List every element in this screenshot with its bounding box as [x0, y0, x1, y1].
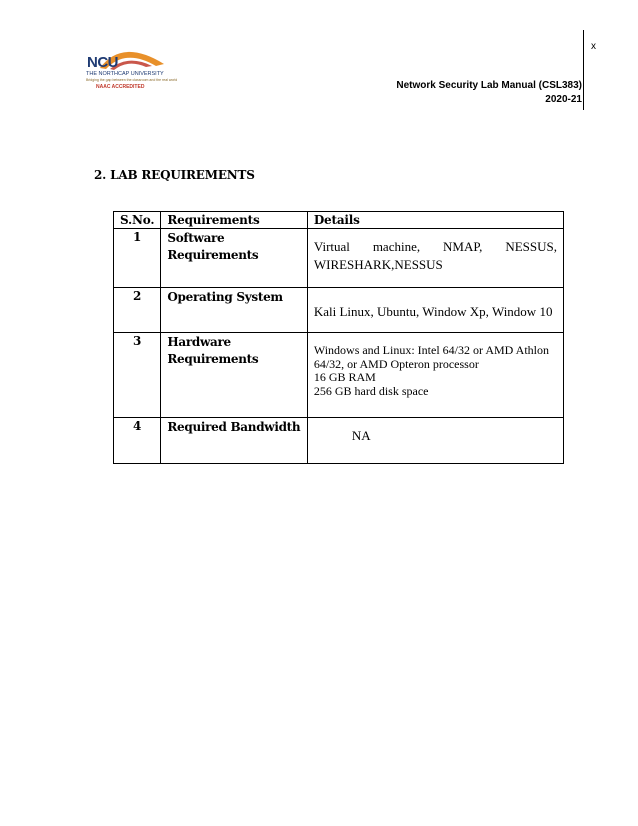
header-requirements: Requirements [161, 212, 307, 229]
page-number: x [591, 41, 596, 52]
requirement-line: Requirements [167, 352, 259, 366]
row-details [307, 418, 563, 464]
detail-line: 256 GB hard disk space [313, 383, 429, 398]
logo-accreditation: NAAC ACCREDITED [96, 84, 145, 90]
logo-tagline: Bridging the gap between the classroom and the real world [86, 78, 178, 82]
row-requirement [161, 333, 307, 418]
detail-line: NA [351, 428, 371, 443]
detail-word: NMAP, [443, 239, 483, 254]
row-requirement: Operating System [161, 288, 307, 333]
row-sno: 3 [114, 333, 161, 418]
table-row [114, 418, 564, 464]
header-sno: S.No. [114, 212, 161, 229]
detail-line: Windows and Linux: Intel 64/32 or AMD Athlon [313, 343, 550, 357]
row-details [307, 288, 563, 333]
section-title: 2. LAB REQUIREMENTS [94, 168, 255, 182]
table-header-row [114, 212, 564, 229]
row-requirement: Required Bandwidth [161, 418, 307, 464]
detail-word: Virtual [313, 239, 350, 254]
row-requirement: Software Requirements [161, 229, 307, 288]
row-sno: 2 [114, 288, 161, 333]
logo-university: THE NORTHCAP UNIVERSITY [86, 71, 164, 77]
header-details: Details [307, 212, 563, 229]
detail-line: WIRESHARK,NESSUS [313, 257, 443, 272]
detail-line: 64/32, or AMD Opteron processor [313, 356, 479, 371]
requirement-line: Hardware [167, 335, 231, 349]
table-row [114, 288, 564, 333]
header-title: Network Security Lab Manual (CSL383) [396, 80, 582, 91]
detail-line: 16 GB RAM [313, 370, 376, 384]
logo-name: NCU [87, 54, 118, 71]
university-logo [82, 42, 182, 94]
detail-word: machine, [372, 239, 421, 254]
table-row [114, 229, 564, 288]
row-sno: 4 [114, 418, 161, 464]
row-details [307, 229, 563, 288]
row-sno: 1 [114, 229, 161, 288]
detail-line: Kali Linux, Ubuntu, Window Xp, Window 10 [313, 304, 553, 319]
table-row [114, 333, 564, 418]
requirements-table [113, 211, 564, 464]
header-year: 2020-21 [545, 94, 582, 105]
detail-word: NESSUS, [505, 239, 557, 254]
row-details [307, 333, 563, 418]
header-divider [583, 30, 584, 110]
